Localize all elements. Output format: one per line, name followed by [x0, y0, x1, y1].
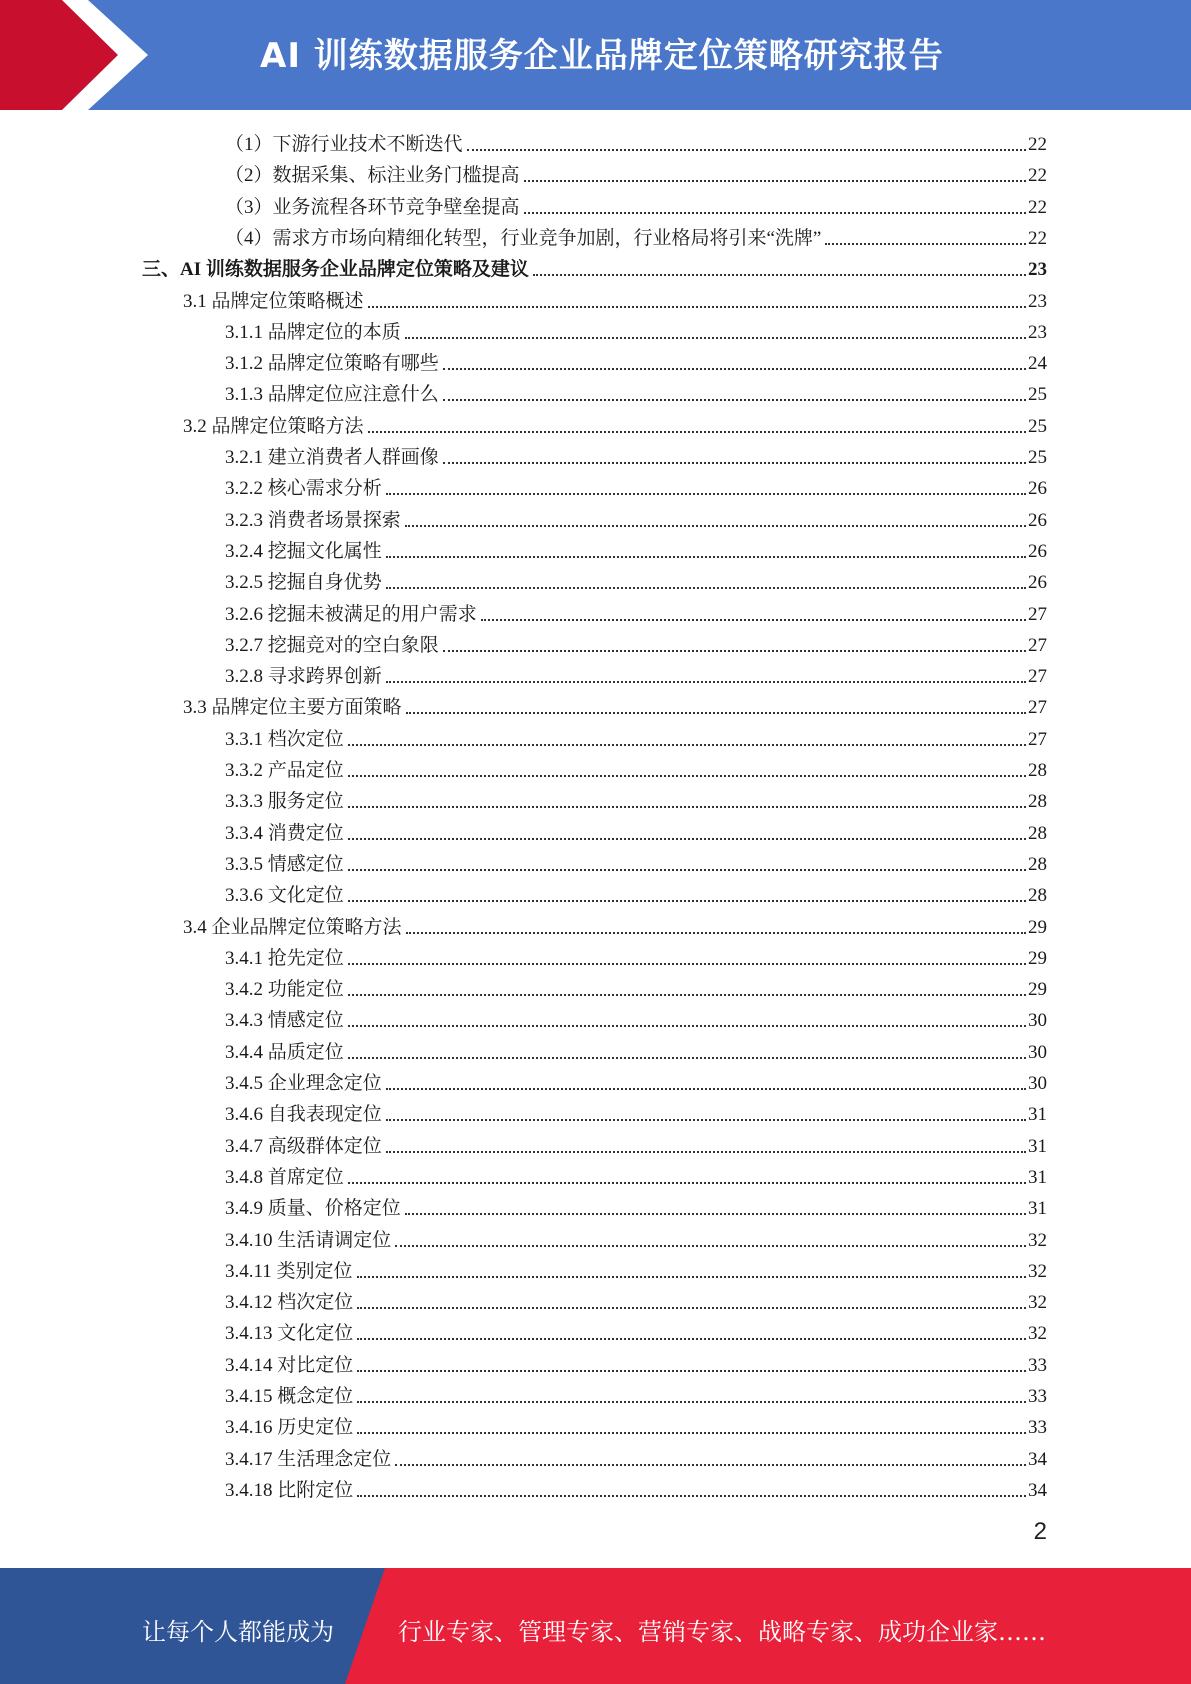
toc-entry-page: 32: [1028, 1229, 1047, 1251]
toc-dot-leader: [443, 368, 1026, 370]
toc-entry-label: 3.4.9 质量、价格定位: [225, 1198, 401, 1220]
toc-entry-label: 3.2.1 建立消费者人群画像: [225, 447, 439, 468]
page-number: 2: [1033, 1518, 1047, 1545]
toc-entry-page: 27: [1028, 634, 1047, 656]
toc-entry[interactable]: [225, 1252, 1047, 1283]
toc-dot-leader: [443, 462, 1026, 464]
toc-entry-label: 3.3.6 文化定位: [225, 885, 344, 907]
toc-entry[interactable]: [225, 219, 1047, 250]
toc-entry[interactable]: [225, 1221, 1047, 1252]
toc-entry-page: 30: [1028, 1010, 1047, 1032]
page-header: [0, 0, 1191, 110]
toc-entry-label: 3.4.7 高级群体定位: [225, 1135, 382, 1157]
toc-dot-leader: [357, 1276, 1026, 1278]
toc-entry[interactable]: [142, 250, 1047, 281]
toc-dot-leader: [348, 775, 1026, 777]
toc-dot-leader: [443, 650, 1026, 652]
toc-dot-leader: [357, 1432, 1026, 1434]
toc-entry-page: 23: [1028, 290, 1047, 312]
toc-entry[interactable]: [225, 595, 1047, 626]
toc-entry[interactable]: [225, 1346, 1047, 1377]
toc-dot-leader: [348, 838, 1026, 840]
toc-entry-label: 3.4.1 抢先定位: [225, 947, 344, 969]
toc-dot-leader: [386, 493, 1026, 495]
toc-entry[interactable]: [183, 688, 1047, 719]
toc-entry[interactable]: [225, 1127, 1047, 1158]
toc-dot-leader: [524, 212, 1026, 214]
report-title: AI 训练数据服务企业品牌定位策略研究报告: [260, 36, 944, 76]
toc-entry-page: 33: [1028, 1354, 1047, 1376]
toc-entry-label: 3.4.12 档次定位: [225, 1292, 354, 1314]
toc-entry[interactable]: [225, 1283, 1047, 1314]
toc-entry[interactable]: [225, 1471, 1047, 1502]
toc-entry[interactable]: [225, 1095, 1047, 1126]
toc-entry-page: 29: [1028, 979, 1047, 1001]
toc-entry-page: 28: [1028, 791, 1047, 813]
toc-dot-leader: [524, 180, 1026, 182]
toc-entry-page: 23: [1028, 321, 1047, 343]
toc-entry-page: 28: [1028, 760, 1047, 781]
toc-entry[interactable]: [225, 782, 1047, 813]
toc-entry-label: 3.1 品牌定位策略概述: [183, 290, 364, 312]
toc-entry-label: 3.4.5 企业理念定位: [225, 1073, 382, 1094]
toc-entry-page: 27: [1028, 666, 1047, 688]
toc-dot-leader: [348, 1182, 1026, 1184]
toc-dot-leader: [348, 900, 1026, 902]
toc-entry-label: 3.1.2 品牌定位策略有哪些: [225, 353, 439, 375]
toc-dot-leader: [348, 869, 1026, 871]
toc-entry-page: 31: [1028, 1166, 1047, 1188]
toc-entry-label: 3.2.4 挖掘文化属性: [225, 540, 382, 562]
toc-entry-page: 26: [1028, 478, 1047, 500]
toc-entry-label: 3.3.5 情感定位: [225, 853, 344, 875]
toc-entry[interactable]: [225, 313, 1047, 344]
toc-entry-label: 3.2.3 消费者场景探索: [225, 509, 401, 531]
toc-entry-page: 34: [1028, 1479, 1047, 1501]
toc-entry[interactable]: [225, 1033, 1047, 1064]
toc-dot-leader: [405, 1213, 1026, 1215]
toc-dot-leader: [348, 994, 1026, 996]
toc-entry-page: 34: [1028, 1448, 1047, 1470]
toc-entry-page: 27: [1028, 603, 1047, 625]
toc-entry[interactable]: [225, 344, 1047, 375]
toc-entry-label: 3.2.7 挖掘竞对的空白象限: [225, 634, 439, 656]
toc-entry[interactable]: [225, 532, 1047, 563]
toc-dot-leader: [406, 712, 1026, 714]
toc-entry-page: 28: [1028, 822, 1047, 844]
toc-entry-page: 25: [1028, 415, 1047, 437]
toc-entry-label: 3.1.1 品牌定位的本质: [225, 321, 401, 343]
toc-entry-label: 3.2.5 挖掘自身优势: [225, 572, 382, 594]
toc-entry-page: 23: [1028, 259, 1047, 281]
toc-entry[interactable]: [225, 1001, 1047, 1032]
toc-dot-leader: [405, 337, 1026, 339]
toc-entry-page: 27: [1028, 697, 1047, 719]
toc-dot-leader: [348, 1025, 1026, 1027]
toc-entry-page: 26: [1028, 540, 1047, 562]
toc-dot-leader: [406, 932, 1026, 934]
toc-entry-page: 30: [1028, 1041, 1047, 1063]
toc-entry-page: 28: [1028, 853, 1047, 875]
toc-entry-page: 24: [1028, 353, 1047, 375]
toc-entry[interactable]: [225, 1189, 1047, 1220]
toc-entry-page: 25: [1028, 447, 1047, 468]
toc-entry-page: 31: [1028, 1104, 1047, 1126]
toc-entry-label: （1）下游行业技术不断迭代: [225, 134, 463, 155]
toc-entry-label: 3.4.18 比附定位: [225, 1479, 354, 1501]
footer-slogan-right: 行业专家、管理专家、营销专家、战略专家、成功企业家……: [398, 1618, 1046, 1646]
toc-entry[interactable]: [225, 563, 1047, 594]
toc-entry[interactable]: [183, 407, 1047, 438]
toc-entry-page: 31: [1028, 1198, 1047, 1220]
toc-dot-leader: [348, 806, 1026, 808]
toc-entry[interactable]: [225, 626, 1047, 657]
toc-dot-leader: [395, 1464, 1026, 1466]
toc-entry[interactable]: [225, 970, 1047, 1001]
toc-entry-page: 26: [1028, 509, 1047, 531]
toc-entry[interactable]: [225, 156, 1047, 187]
toc-entry-page: 28: [1028, 885, 1047, 907]
toc-entry[interactable]: [225, 939, 1047, 970]
toc-dot-leader: [405, 525, 1026, 527]
toc-entry-page: 30: [1028, 1073, 1047, 1094]
toc-entry-label: 3.3.2 产品定位: [225, 760, 344, 781]
toc-entry[interactable]: [225, 375, 1047, 406]
toc-entry-label: 3.4.3 情感定位: [225, 1010, 344, 1032]
toc-entry-label: 3.1.3 品牌定位应注意什么: [225, 384, 439, 406]
toc-entry[interactable]: [225, 1158, 1047, 1189]
toc-dot-leader: [395, 1245, 1026, 1247]
toc-dot-leader: [481, 619, 1026, 621]
toc-entry-label: 3.2.2 核心需求分析: [225, 478, 382, 500]
toc-entry-page: 33: [1028, 1386, 1047, 1407]
toc-dot-leader: [368, 431, 1026, 433]
toc-dot-leader: [386, 1119, 1026, 1121]
toc-entry[interactable]: [225, 720, 1047, 751]
toc-entry[interactable]: [225, 1064, 1047, 1095]
toc-dot-leader: [357, 1338, 1026, 1340]
toc-dot-leader: [357, 1495, 1026, 1497]
toc-entry-label: 3.2.8 寻求跨界创新: [225, 666, 382, 688]
toc-entry-page: 32: [1028, 1292, 1047, 1314]
toc-dot-leader: [357, 1401, 1026, 1403]
toc-dot-leader: [348, 963, 1026, 965]
toc-entry-label: 3.4.2 功能定位: [225, 979, 344, 1001]
toc-entry[interactable]: [225, 501, 1047, 532]
toc-entry-label: 3.3 品牌定位主要方面策略: [183, 697, 402, 719]
toc-entry[interactable]: [225, 469, 1047, 500]
page-footer: [0, 1568, 1191, 1684]
toc-dot-leader: [348, 1057, 1026, 1059]
toc-entry-page: 27: [1028, 728, 1047, 750]
toc-entry[interactable]: [225, 1314, 1047, 1345]
toc-entry-label: 3.4.15 概念定位: [225, 1386, 354, 1407]
toc-entry-label: 3.4.13 文化定位: [225, 1323, 354, 1345]
toc-entry-page: 32: [1028, 1260, 1047, 1282]
toc-dot-leader: [386, 556, 1026, 558]
toc-entry-label: 3.4.8 首席定位: [225, 1166, 344, 1188]
toc-entry[interactable]: [225, 751, 1047, 782]
toc-dot-leader: [386, 587, 1026, 589]
toc-entry-label: 3.2 品牌定位策略方法: [183, 415, 364, 437]
toc-entry-label: 3.4 企业品牌定位策略方法: [183, 916, 402, 938]
toc-entry-label: 3.3.1 档次定位: [225, 728, 344, 750]
toc-dot-leader: [467, 149, 1026, 151]
toc-entry[interactable]: [225, 125, 1047, 156]
toc-entry[interactable]: [183, 908, 1047, 939]
toc-dot-leader: [386, 681, 1026, 683]
toc-dot-leader: [443, 399, 1026, 401]
toc-entry-label: 3.3.3 服务定位: [225, 791, 344, 813]
toc-entry-label: 3.4.10 生活请调定位: [225, 1229, 392, 1251]
toc-entry-label: 3.4.14 对比定位: [225, 1354, 354, 1376]
toc-entry[interactable]: [183, 282, 1047, 313]
toc-entry-page: 31: [1028, 1135, 1047, 1157]
toc-entry-label: 3.4.6 自我表现定位: [225, 1104, 382, 1126]
toc-entry-label: 3.2.6 挖掘未被满足的用户需求: [225, 603, 477, 625]
toc-entry-page: 22: [1028, 134, 1047, 155]
toc-entry[interactable]: [225, 438, 1047, 469]
toc-entry-page: 29: [1028, 916, 1047, 938]
toc-entry-page: 22: [1028, 165, 1047, 187]
toc-entry-page: 29: [1028, 947, 1047, 969]
toc-entry[interactable]: [225, 1408, 1047, 1439]
toc-entry-label: 3.4.4 品质定位: [225, 1041, 344, 1063]
toc-entry[interactable]: [225, 1440, 1047, 1471]
toc-entry-label: 3.4.17 生活理念定位: [225, 1448, 392, 1470]
toc-dot-leader: [368, 306, 1026, 308]
toc-dot-leader: [825, 243, 1026, 245]
toc-entry[interactable]: [225, 657, 1047, 688]
toc-entry[interactable]: [225, 845, 1047, 876]
toc-dot-leader: [348, 744, 1026, 746]
toc-dot-leader: [386, 1151, 1026, 1153]
toc-entry-page: 33: [1028, 1417, 1047, 1439]
toc-entry-label: 三、AI 训练数据服务企业品牌定位策略及建议: [142, 259, 529, 281]
toc-entry-page: 26: [1028, 572, 1047, 594]
toc-entry-page: 25: [1028, 384, 1047, 406]
toc-entry-page: 32: [1028, 1323, 1047, 1345]
toc-entry-label: （2）数据采集、标注业务门槛提高: [225, 165, 520, 187]
footer-slogan-left: 让每个人都能成为: [142, 1618, 334, 1646]
toc-entry[interactable]: [225, 188, 1047, 219]
toc-entry-label: 3.4.11 类别定位: [225, 1260, 353, 1282]
toc-dot-leader: [357, 1370, 1026, 1372]
toc-dot-leader: [357, 1307, 1026, 1309]
toc-entry[interactable]: [225, 1377, 1047, 1408]
toc-entry-page: 22: [1028, 227, 1047, 249]
toc-entry[interactable]: [225, 876, 1047, 907]
toc-dot-leader: [533, 274, 1026, 276]
toc-entry[interactable]: [225, 814, 1047, 845]
toc-entry-label: 3.4.16 历史定位: [225, 1417, 354, 1439]
toc-entry-label: （3）业务流程各环节竞争壁垒提高: [225, 196, 520, 218]
toc-entry-label: 3.3.4 消费定位: [225, 822, 344, 844]
toc-dot-leader: [386, 1088, 1026, 1090]
toc-entry-label: （4）需求方市场向精细化转型，行业竞争加剧，行业格局将引来“洗牌”: [225, 227, 822, 249]
toc-entry-page: 22: [1028, 196, 1047, 218]
